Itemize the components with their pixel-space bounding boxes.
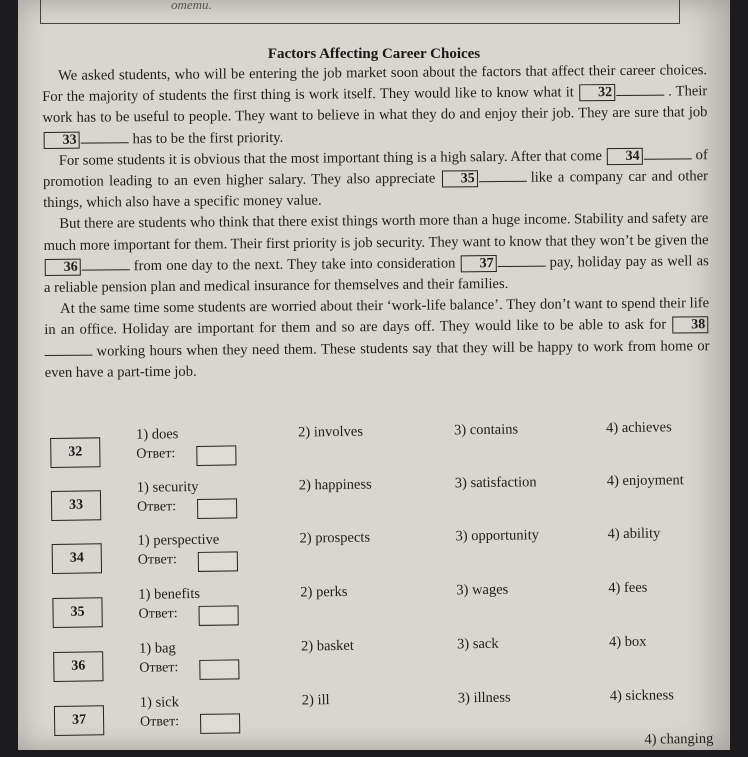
answer-box[interactable] — [197, 498, 237, 519]
question-number: 33 — [51, 490, 101, 521]
answer-box[interactable] — [196, 445, 236, 466]
gap-37: 37 — [461, 255, 497, 272]
option-3: 3) wages — [456, 581, 509, 599]
gap-32: 32 — [579, 84, 615, 101]
option-3: 3) contains — [453, 421, 519, 439]
answer-label: Ответ: — [139, 660, 179, 676]
option-2: 2) ill — [301, 692, 330, 709]
option-1: 1) sick — [139, 694, 180, 711]
question-number: 36 — [53, 651, 103, 682]
option-2: 2) perks — [300, 583, 348, 601]
answer-label: Ответ: — [140, 714, 180, 730]
question-number: 32 — [50, 437, 100, 468]
question-list — [50, 419, 734, 750]
option-1: 1) benefits — [138, 585, 201, 603]
question-32 — [50, 419, 731, 478]
question-35 — [52, 578, 733, 637]
answer-box[interactable] — [198, 605, 238, 626]
gap-33: 33 — [44, 131, 80, 148]
gap-line — [498, 253, 546, 266]
question-33 — [51, 472, 732, 531]
previous-task-frame — [40, 0, 680, 24]
answer-label: Ответ: — [138, 606, 178, 622]
question-number: 35 — [52, 597, 102, 628]
paragraph-2: For some students it is obvious that the most important thing is a high salary. After that come 34 of promotion leading to an even higher salary. They also appreciate 35 like a company car and other things, which also have a specific money value. — [42, 147, 709, 212]
answer-box[interactable] — [198, 551, 238, 572]
page-title: Factors Affecting Career Choices — [267, 46, 481, 62]
gap-line — [81, 130, 129, 143]
option-4: 4) box — [608, 633, 647, 651]
cutoff-option: 4) changing — [644, 730, 714, 748]
textbook-page — [18, 0, 730, 750]
option-2: 2) involves — [297, 423, 364, 441]
gap-36: 36 — [45, 258, 81, 275]
option-1: 1) bag — [138, 640, 176, 657]
paragraph-1: We asked students, who will be entering the job market soon about the factors that affect their career choices. For the majority of students the first thing is work itself. They would like to know what it 32 . Their work has to be useful to people. They want to believe in what they do and enjoy their job. They are sure that job 33 has to be the first priority. — [42, 62, 708, 148]
answer-label: Ответ: — [137, 499, 177, 515]
gap-38: 38 — [672, 317, 708, 334]
option-4: 4) enjoyment — [606, 472, 684, 490]
question-37 — [54, 686, 735, 745]
paragraph-4: At the same time some students are worried about their ‘work-life balance’. They don’t want to spend their life in an office. Holiday are important for them and so are days off. They would like to be able to ask for 38working hours when they need them. These students say that they will be happy to work from home or even have a part-time job. — [44, 295, 710, 381]
option-4: 4) sickness — [609, 687, 674, 705]
gap-line — [479, 169, 527, 182]
question-number: 34 — [52, 543, 102, 574]
option-2: 2) prospects — [299, 529, 371, 547]
reading-text — [42, 60, 710, 384]
option-1: 1) security — [136, 478, 199, 496]
gap-line — [82, 257, 130, 270]
option-4: 4) achieves — [605, 419, 672, 437]
question-36 — [53, 632, 734, 691]
question-34 — [51, 524, 732, 583]
option-1: 1) does — [135, 426, 179, 443]
gap-35: 35 — [442, 170, 478, 187]
answer-box[interactable] — [199, 659, 239, 680]
question-number: 37 — [54, 705, 104, 736]
gap-line — [44, 342, 92, 355]
answer-box[interactable] — [200, 713, 240, 734]
option-4: 4) fees — [608, 579, 648, 597]
option-1: 1) perspective — [137, 531, 220, 549]
option-2: 2) happiness — [298, 476, 372, 494]
previous-task-fragment: omemu. — [171, 0, 212, 12]
gap-34: 34 — [607, 148, 643, 165]
option-2: 2) basket — [300, 637, 354, 655]
option-3: 3) opportunity — [455, 527, 540, 545]
answer-label: Ответ: — [136, 446, 176, 462]
answer-label: Ответ: — [137, 552, 177, 568]
option-4: 4) ability — [607, 525, 661, 543]
gap-line — [616, 83, 664, 96]
paragraph-3: But there are students who think that there exist things worth more than a huge income. Stability and safety are much more important for them. Their first priority is job security. They want to know that they won’t be given the 36 from one day to the next. They take into consideration 37 pay, holiday pay as well as a reliable pension plan and medical insurance for themselves and their families. — [43, 210, 709, 297]
option-3: 3) satisfaction — [454, 474, 537, 492]
option-3: 3) illness — [457, 689, 511, 707]
option-3: 3) sack — [456, 635, 499, 653]
gap-line — [644, 146, 692, 159]
